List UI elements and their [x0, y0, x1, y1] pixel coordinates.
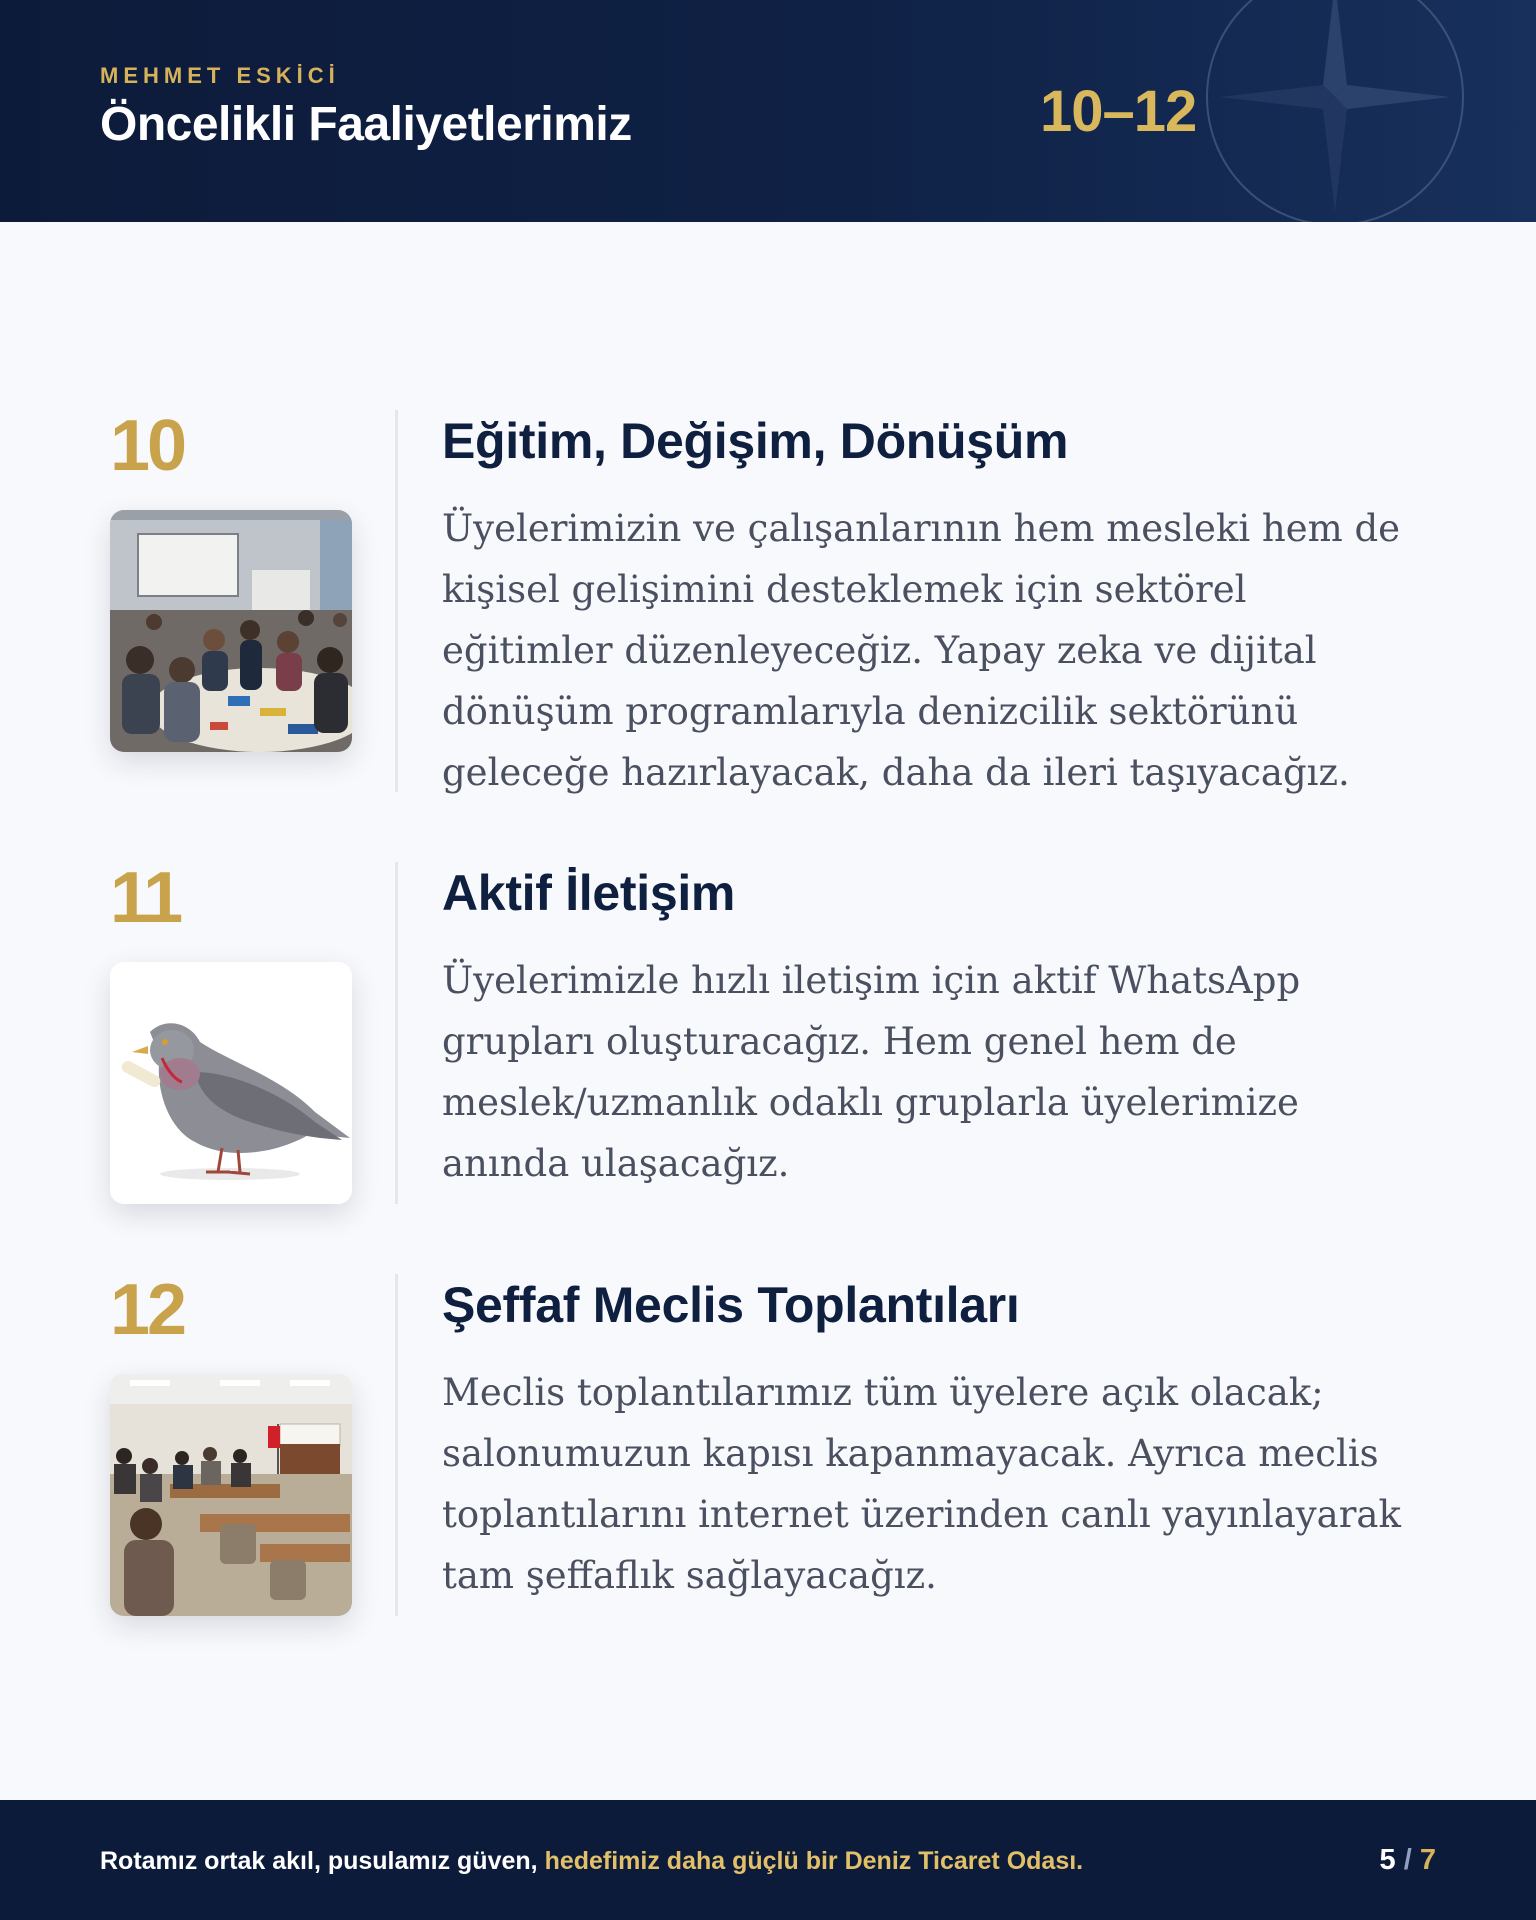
timeline-divider [395, 862, 398, 1204]
page-title: Öncelikli Faaliyetlerimiz [100, 98, 632, 151]
page-indicator [1380, 1844, 1436, 1877]
carrier-pigeon-image [110, 962, 352, 1204]
training-workshop-photo [110, 510, 352, 752]
item-number: 11 [110, 858, 181, 938]
timeline-divider [395, 1274, 398, 1616]
item-description: Üyelerimizin ve çalışanlarının hem mesleki hem de kişisel gelişimini desteklemek için sektörel eğitimler düzenleyeceğiz. Yapay zeka ve dijital dönüşüm programlarıyla denizcilik sektörünü geleceğe hazırlayacak, daha da ileri taşıyacağız. [442, 507, 1401, 794]
item-title: Aktif İletişim [442, 865, 736, 921]
item-description: Üyelerimizle hızlı iletişim için aktif WhatsApp grupları oluşturacağız. Hem genel hem de meslek/uzmanlık odaklı gruplarla üyelerimize anında ulaşacağız. [442, 959, 1301, 1185]
compass-star-icon [1200, 0, 1470, 222]
item-number: 12 [110, 1270, 185, 1350]
slogan-part-2: hedefimiz daha güçlü bir Deniz Ticaret Odası. [544, 1847, 1084, 1875]
slogan-part-1: Rotamız ortak akıl, pusulamız güven, [100, 1847, 538, 1875]
council-meeting-photo [110, 1374, 352, 1616]
page-current: 5 [1379, 1844, 1396, 1876]
footer-slogan [100, 1847, 1083, 1876]
page-total: 7 [1419, 1844, 1436, 1876]
item-range: 10–12 [1040, 79, 1197, 144]
page-separator: / [1403, 1844, 1412, 1876]
page-header [0, 0, 1536, 222]
page-footer [0, 1800, 1536, 1920]
item-title: Eğitim, Değişim, Dönüşüm [442, 413, 1069, 469]
timeline-divider [395, 410, 398, 792]
item-title: Şeffaf Meclis Toplantıları [442, 1277, 1020, 1333]
brand-name: MEHMET ESKİCİ [100, 63, 340, 88]
item-number: 10 [110, 406, 185, 486]
item-description: Meclis toplantılarımız tüm üyelere açık olacak; salonumuzun kapısı kapanmayacak. Ayrıca meclis toplantılarını internet üzerinden canlı yayınlayarak tam şeffaflık sağlayacağız. [442, 1371, 1401, 1597]
